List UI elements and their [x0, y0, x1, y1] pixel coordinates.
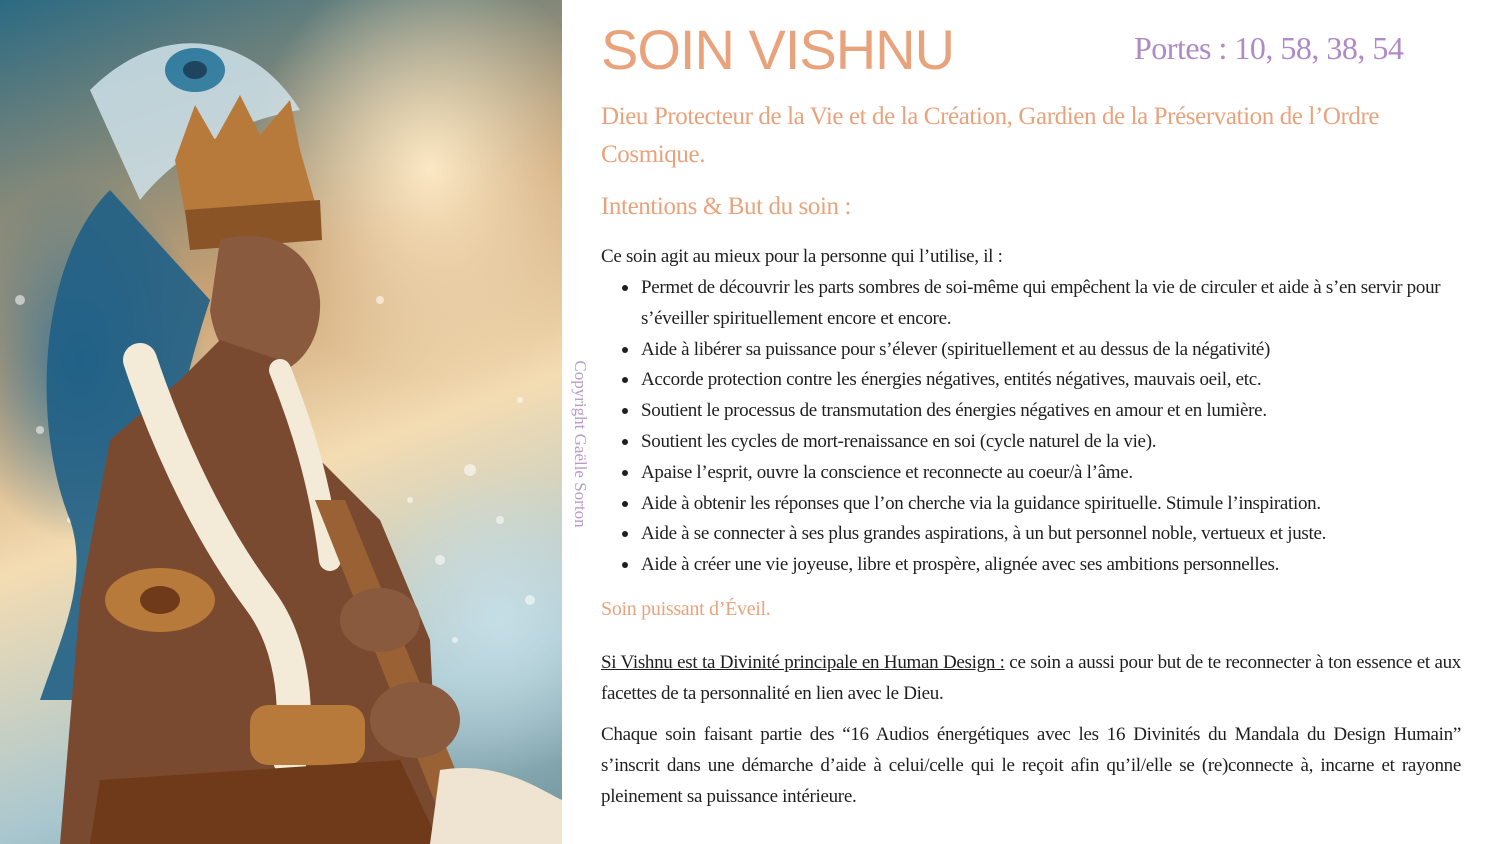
audios-paragraph: Chaque soin faisant partie des “16 Audios énergétiques avec les 16 Divinités du Mandala du Design Humain” s’inscrit dans une démarche d’aide à celui/celle qui le reçoit afin qu’il/elle se (re)connecte à, incarne et rayonne pleinement sa puissance intérieure. — [601, 724, 1461, 807]
list-item: Soutient le processus de transmutation des énergies négatives en amour et en lumière. — [641, 396, 1463, 427]
list-item: Accorde protection contre les énergies négatives, entités négatives, mauvais oeil, etc. — [641, 365, 1463, 396]
benefits-list — [641, 273, 1463, 581]
eveil-note: Soin puissant d’Éveil. — [601, 598, 771, 620]
page-title: SOIN VISHNU — [601, 18, 955, 81]
list-item: Aide à libérer sa puissance pour s’élever (spirituellement et au dessus de la négativité) — [641, 335, 1463, 366]
vishnu-figure — [0, 0, 562, 844]
list-item: Soutient les cycles de mort-renaissance en soi (cycle naturel de la vie). — [641, 427, 1463, 458]
human-design-paragraph — [601, 648, 1461, 710]
list-item: Apaise l’esprit, ouvre la conscience et reconnecte au coeur/à l’âme. — [641, 458, 1463, 489]
intro-text: Ce soin agit au mieux pour la personne qui l’utilise, il : — [601, 246, 1003, 267]
list-item: Aide à créer une vie joyeuse, libre et prospère, alignée avec ses ambitions personnelles. — [641, 550, 1463, 581]
list-item: Aide à obtenir les réponses que l’on cherche via la guidance spirituelle. Stimule l’inspiration. — [641, 489, 1463, 520]
human-design-rest: ce soin a aussi pour but de te reconnecter à ton essence et aux facettes de ta personnalité en lien avec le Dieu. — [601, 652, 1461, 704]
human-design-underlined: Si Vishnu est ta Divinité principale en Human Design : — [601, 652, 1005, 673]
vishnu-illustration — [0, 0, 562, 844]
copyright-vertical: Copyright Gaëlle Sorton — [571, 360, 590, 528]
subtitle: Dieu Protecteur de la Vie et de la Création, Gardien de la Préservation de l’Ordre Cosmique. — [601, 103, 1380, 168]
intentions-heading: Intentions & But du soin : — [601, 193, 852, 220]
list-item: Permet de découvrir les parts sombres de soi-même qui empêchent la vie de circuler et aide à s’en servir pour s’éveiller spirituellement encore et encore. — [641, 273, 1463, 335]
list-item: Aide à se connecter à ses plus grandes aspirations, à un but personnel noble, vertueux et juste. — [641, 519, 1463, 550]
gates-label: Portes : 10, 58, 38, 54 — [1134, 30, 1404, 66]
